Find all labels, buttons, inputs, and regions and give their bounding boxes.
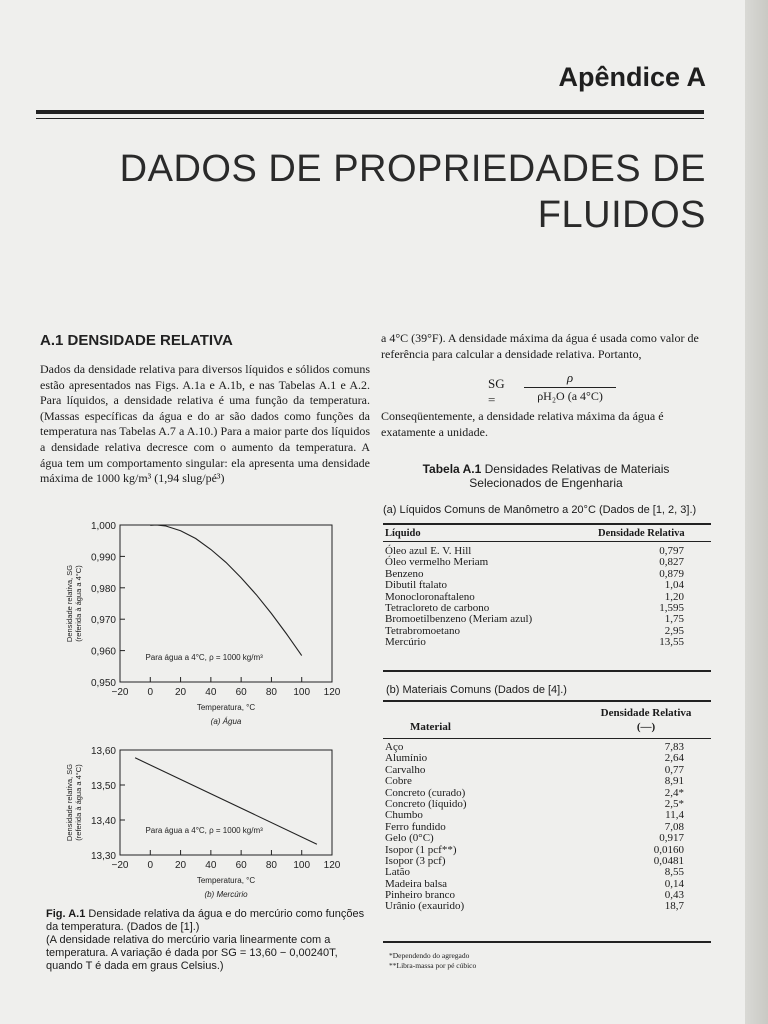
material-name: Aço [385,741,404,753]
material-name: Isopor (1 pcf**) [385,843,457,856]
liquid-name: Monocloronaftaleno [385,590,475,603]
x-tick-label: 80 [265,860,277,871]
table-title-line2: Selecionados de Engenharia [469,476,623,490]
y-tick-label: 13,40 [90,816,116,827]
x-tick-label: 0 [147,860,154,871]
y-tick-label: 0,980 [90,583,116,595]
header-rule-thin [36,118,704,119]
material-density: 2,4* [664,786,684,799]
x-tick-label: 20 [175,860,187,871]
figure-caption [46,908,371,973]
x-tick-label: 60 [235,687,247,698]
table-row [383,580,711,591]
y-axis-label-sub: (referida à água a 4°C) [74,565,83,642]
material-density: 0,77 [664,763,684,776]
fraction-bar [524,387,616,388]
table-row [383,776,711,787]
table-row [383,765,711,776]
liquid-name: Óleo vermelho Meriam [385,556,489,569]
liquid-name: Tetracloreto de carbono [385,601,490,614]
material-name: Urânio (exaurido) [385,900,465,913]
body-text-right: a 4°C (39°F). A densidade máxima da água é usada como valor de referência para calcular a densidade relativa. Portanto, [381,331,699,361]
chapter-title-line2: FLUIDOS [537,194,706,236]
footnote-2: **Libra-massa por pé cúbico [389,961,477,970]
material-name: Pinheiro branco [385,889,455,902]
material-name: Alumínio [385,752,428,765]
table-row [383,856,711,867]
material-density: 0,917 [659,832,684,845]
x-tick-label: −20 [111,687,129,698]
material-density: 0,14 [664,877,684,890]
material-name: Ferro fundido [385,820,446,833]
table-title [381,462,711,490]
table-rule [383,700,711,702]
liquid-table-body [383,546,711,649]
material-name: Carvalho [385,763,426,776]
col-header-density-b [596,706,696,734]
material-density: 2,5* [664,797,684,810]
chart-annotation: Para água a 4°C, ρ = 1000 kg/m³ [145,653,263,662]
material-density: 18,7 [664,900,684,913]
body-text-left: Dados da densidade relativa para diversos líquidos e sólidos comuns estão apresentados nas Figs. A.1a e A.1b, e nas Tabelas A.1 e A.2. Para líquidos, a densidade relativa é uma função da temperatura. (Massas específicas da água e do ar são dados como funções da temperatura nas Tabelas A.7 a A.10.) Para a maior parte dos líquidos a densidade relativa decresce com o aumento da temperatura. A água tem um comportamento singular: ela apresenta uma densidade máxima de 1000 kg/m³ (1,94 slug/pé³) [40,362,370,486]
liquid-density: 1,75 [664,613,684,626]
material-name: Gelo (0°C) [385,832,434,845]
x-tick-label: 100 [293,687,311,698]
chart-subtitle: (a) Água [210,717,242,726]
material-name: Chumbo [385,809,423,822]
chapter-title [106,146,706,238]
material-density: 8,55 [664,866,684,879]
liquid-density: 1,04 [664,579,684,592]
y-tick-label: 13,50 [90,781,116,792]
caption-label: Fig. A.1 [46,908,86,920]
formula-denominator: ρH₂O (a 4°C) [537,389,603,403]
liquid-density: 2,95 [664,624,684,637]
table-row [383,901,711,912]
liquid-density: 1,595 [659,601,684,614]
water-sg-chart [58,515,358,740]
x-tick-label: 120 [323,860,341,871]
liquid-density: 0,797 [659,545,684,557]
x-tick-label: 60 [235,860,247,871]
table-row [383,637,711,648]
liquid-density: 13,55 [659,636,684,649]
material-density: 8,91 [664,775,684,788]
x-tick-label: 100 [293,860,311,871]
header-rule [36,110,704,114]
appendix-label: Apêndice A [558,62,706,92]
table-title-text: Densidades Relativas de Materiais [481,462,670,476]
col-header-material: Material [410,721,451,733]
chart-annotation: Para água a 4°C, ρ = 1000 kg/m³ [145,826,263,835]
section-heading: A.1 DENSIDADE RELATIVA [40,332,233,349]
series-line [150,525,301,656]
material-density: 2,64 [664,752,684,765]
y-tick-label: 0,970 [90,615,116,627]
table-title-number: Tabela A.1 [422,462,482,476]
x-axis-label: Temperatura, °C [196,703,256,712]
table-row [383,799,711,810]
y-tick-label: 0,950 [90,678,116,689]
caption-note: (A densidade relativa do mercúrio varia linearmente com a temperatura. A variação é dada por SG = 13,60 − 0,00240T, quando T é dada em graus Celsius.) [46,934,338,972]
material-density: 11,4 [665,809,684,822]
material-name: Madeira balsa [385,877,447,890]
table-rule [383,738,711,739]
formula-fraction [524,370,616,404]
col-header-density-b-label: Densidade Relativa [600,707,692,719]
y-tick-label: 13,60 [90,746,116,757]
liquid-density: 1,20 [664,590,684,603]
liquid-name: Dibutil ftalato [385,579,448,592]
x-axis-label: Temperatura, °C [196,876,256,885]
formula-lhs: SG = [488,376,505,407]
mercury-sg-chart [58,745,358,900]
table-rule [383,941,711,943]
liquid-name: Benzeno [385,567,424,580]
y-axis-label: Densidade relativa, SG [65,763,74,842]
liquid-name: Bromoetilbenzeno (Meriam azul) [385,613,533,626]
material-density: 0,0160 [653,843,684,856]
table-subtitle-b: (b) Materiais Comuns (Dados de [4].) [386,684,567,696]
y-tick-label: 1,000 [90,521,116,532]
material-name: Concreto (curado) [385,786,466,799]
x-tick-label: 0 [147,687,154,698]
material-table-body [383,742,711,913]
liquid-density: 0,827 [659,556,684,569]
col-header-liquid: Líquido [385,528,421,539]
table-rule [383,523,711,525]
liquid-name: Tetrabromoetano [385,624,460,637]
table-row [383,867,711,878]
col-header-density: Densidade Relativa [598,528,685,539]
x-tick-label: 40 [205,687,217,698]
x-tick-label: −20 [111,860,129,871]
material-density: 7,83 [664,741,684,753]
chart-subtitle: (b) Mercúrio [204,890,248,899]
table-rule [383,541,711,542]
table-footnotes [389,951,476,971]
x-tick-label: 40 [205,860,217,871]
page-edge [745,0,768,1024]
y-axis-label-sub: (referida à água a 4°C) [74,764,83,841]
table-row [383,833,711,844]
y-tick-label: 0,960 [90,646,116,658]
material-density: 0,43 [664,889,684,902]
y-tick-label: 0,990 [90,552,116,564]
y-axis-label: Densidade relativa, SG [65,564,74,643]
body-text-right-2: Conseqüentemente, a densidade relativa máxima da água é exatamente a unidade. [381,409,664,439]
x-tick-label: 80 [265,687,277,698]
material-name: Latão [385,866,411,879]
table-subtitle-a: (a) Líquidos Comuns de Manômetro a 20°C (Dados de [1, 2, 3].) [383,504,697,516]
material-density: 0,0481 [653,854,684,867]
table-row [383,742,711,753]
material-name: Concreto (líquido) [385,797,467,810]
material-density: 7,08 [664,820,684,833]
material-name: Isopor (3 pcf) [385,854,446,867]
material-name: Cobre [385,775,412,788]
y-tick-label: 13,30 [90,851,116,862]
footnote-1: *Dependendo do agregado [389,951,470,960]
liquid-name: Óleo azul E. V. Hill [385,545,472,557]
x-tick-label: 20 [175,687,187,698]
liquid-name: Mercúrio [385,636,426,649]
formula-numerator: ρ [566,370,574,385]
liquid-density: 0,879 [659,567,684,580]
x-tick-label: 120 [323,687,341,698]
table-row [383,753,711,764]
table-rule [383,670,711,672]
col-header-density-b-unit: (—) [636,721,656,733]
chapter-title-line1: DADOS DE PROPRIEDADES DE [119,148,706,190]
caption-text: Densidade relativa da água e do mercúrio como funções da temperatura. (Dados de [1].) [46,908,365,933]
